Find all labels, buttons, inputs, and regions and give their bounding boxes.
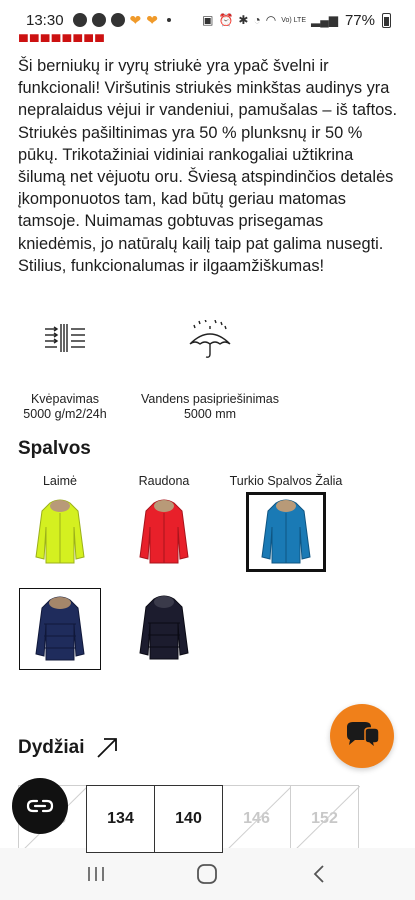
recents-icon — [86, 865, 106, 883]
umbrella-icon — [130, 320, 290, 380]
back-icon — [312, 864, 326, 884]
jacket-image — [258, 497, 314, 567]
heart-icon: ❤ — [146, 12, 159, 28]
chat-button[interactable] — [330, 704, 394, 768]
recents-button[interactable] — [76, 854, 116, 894]
breathability-icon — [10, 320, 120, 380]
color-label — [18, 570, 102, 588]
jacket-image — [32, 497, 88, 567]
color-option-laime[interactable] — [20, 474, 100, 572]
color-swatch[interactable] — [124, 492, 204, 572]
size-label: 146 — [243, 810, 270, 827]
jacket-image — [136, 593, 192, 663]
system-nav-bar — [0, 848, 415, 900]
mute-icon: ◔ — [253, 13, 261, 27]
color-option-dark[interactable] — [124, 570, 204, 668]
color-swatch-selected[interactable] — [19, 588, 101, 670]
home-button[interactable] — [187, 854, 227, 894]
link-icon — [26, 798, 54, 814]
size-label: 134 — [107, 810, 134, 827]
feature-breathability — [10, 320, 120, 422]
feature-value: 5000 g/m2/24h — [23, 407, 107, 421]
feature-value: 5000 mm — [183, 407, 237, 421]
wifi-icon: ◠ — [265, 13, 277, 27]
battery-percent: 77% — [344, 11, 375, 29]
color-option-navy[interactable] — [18, 570, 102, 670]
back-button[interactable] — [299, 854, 339, 894]
sizes-title-text: Dydžiai — [18, 737, 85, 758]
unavailable-strike — [291, 786, 360, 854]
feature-name: Vandens pasipriešinimas — [140, 392, 280, 406]
colors-title: Spalvos — [18, 438, 91, 459]
nfc-icon: ▣ — [202, 13, 214, 27]
color-swatch[interactable] — [124, 588, 204, 668]
sizes-title — [18, 736, 119, 760]
alarm-icon: ⏰ — [218, 13, 234, 27]
product-description: Ši berniukų ir vyrų striukė yra ypač švelni ir funkcionali! Viršutinis striukės minkštas audinys yra nepralaidus vėjui ir vandeniui, pamušalas – iš taftos. Striukės pašiltinimas yra 50 % plunksnų ir 50 % pūkų. Trikotažiniai vidiniai rankogaliai užtikrina šilumą net vėjuotu oru. Šviesą atspindinčios detalės įkomponuotos tam, kad būtų geriau matomas tamsoje. Nuimamas gobtuvas prisegamas kniedėmis, jo natūralų kailį taip pat galima nusegti. Stilius, funkcionalumas ir ilgaamžiškumas! — [18, 57, 398, 275]
size-option-140[interactable] — [154, 785, 223, 853]
unavailable-strike — [223, 786, 292, 854]
feature-name: Kvėpavimas — [30, 392, 100, 406]
heart-icon: ❤ — [129, 12, 142, 28]
home-icon — [196, 863, 218, 885]
size-option-146[interactable] — [222, 785, 291, 853]
cut-off-heading: ■■■■■■■■ — [18, 28, 105, 42]
signal-icon: ▂▄▆ — [311, 13, 338, 27]
color-label — [124, 570, 204, 588]
chat-bubbles-icon — [343, 719, 381, 753]
bluetooth-icon: ✱ — [238, 13, 249, 27]
color-label: Laimė — [42, 474, 78, 488]
battery-icon — [382, 13, 391, 28]
color-option-raudona[interactable] — [124, 474, 204, 572]
size-label: 140 — [175, 810, 202, 827]
status-right — [202, 12, 391, 29]
color-swatch[interactable] — [20, 492, 100, 572]
lte-label: Vo) LTE — [281, 16, 306, 24]
color-swatch-selected[interactable] — [246, 492, 326, 572]
jacket-image — [32, 594, 88, 664]
size-option-152[interactable] — [290, 785, 359, 853]
jacket-image — [136, 497, 192, 567]
sizes-row — [18, 785, 358, 853]
color-label: Turkio Spalvos Žalia — [229, 474, 343, 488]
size-label: 152 — [311, 810, 338, 827]
feature-water-resistance — [130, 320, 290, 422]
size-option-134[interactable] — [86, 785, 155, 853]
arrow-up-right-icon[interactable] — [95, 736, 119, 760]
link-button[interactable] — [12, 778, 68, 834]
color-option-turkio[interactable] — [226, 474, 346, 572]
color-label: Raudona — [138, 474, 190, 488]
status-time: 13:30 — [26, 11, 64, 29]
